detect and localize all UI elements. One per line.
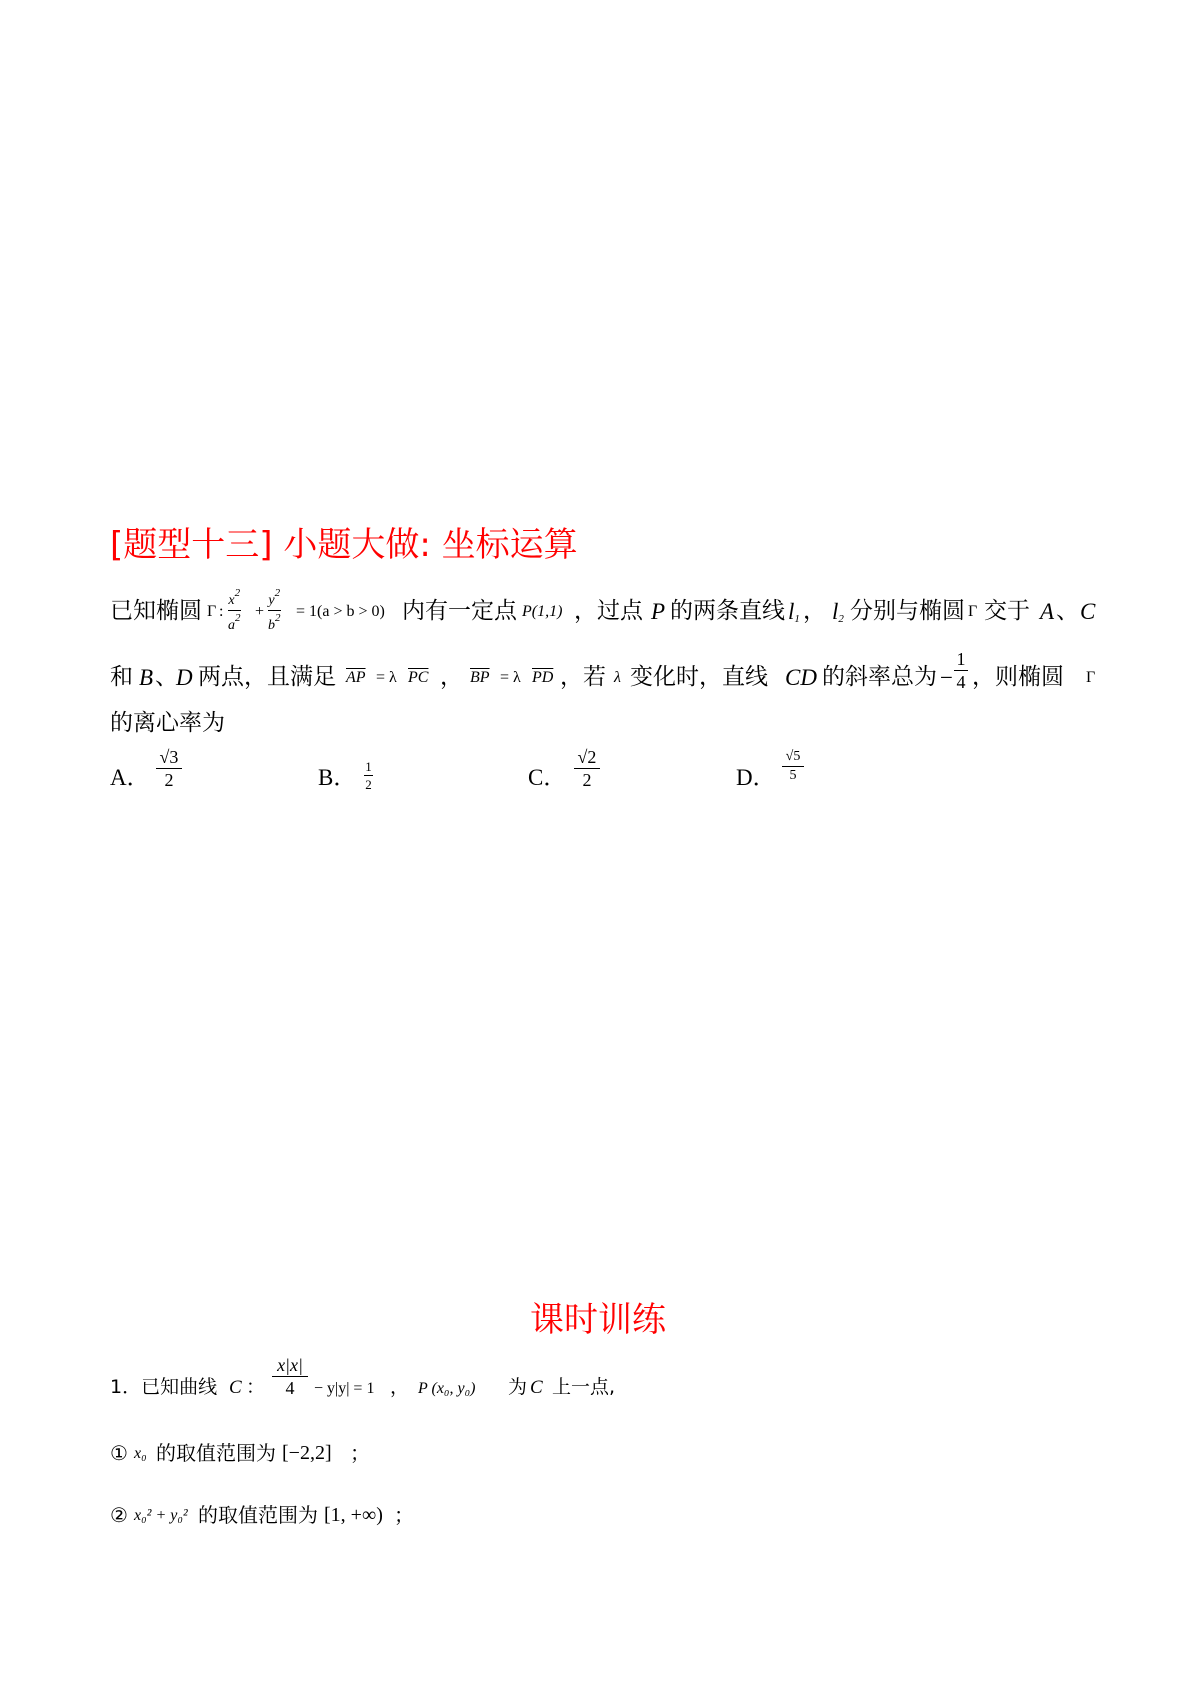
minus-sign: − <box>940 665 953 690</box>
colon: : <box>219 603 224 620</box>
vector-AP: $\overline{AP}$ <box>346 669 366 686</box>
problem-text: 内有一定点 <box>402 598 517 624</box>
problem-text: 已知椭圆 <box>110 598 202 624</box>
var-C: C <box>1080 599 1096 624</box>
statement-text: 的取值范围为 <box>156 1441 276 1465</box>
colon: ： <box>246 1376 266 1398</box>
problem-text: 的斜率总为 <box>822 664 937 690</box>
option-value: 1 2 <box>365 759 372 792</box>
vector-BP: $\overline{BP}$ <box>470 669 490 686</box>
option-value: √5 5 <box>782 750 804 783</box>
range-value: [−2,2] <box>282 1442 332 1464</box>
vector-PC: $\overline{PC}$ <box>408 669 429 686</box>
point-p-coords: P (x₀, y₀) <box>418 1380 476 1397</box>
option-label: A． <box>110 765 150 790</box>
problem-text: ，则椭圆 <box>972 664 1064 690</box>
gamma-symbol: Γ <box>968 603 978 620</box>
fraction-y2-b2: $y^2$ $b^2$ <box>268 587 281 633</box>
problem-text: 变化时，直线 <box>630 664 768 690</box>
circled-number: ② <box>110 1503 128 1527</box>
fraction-x2-a2: $x^2$ $a^2$ <box>228 587 241 633</box>
vector-PD: $\overline{PD}$ <box>532 669 554 686</box>
equals-lambda: = λ <box>500 669 521 686</box>
statement-text: 的取值范围为 <box>198 1503 318 1527</box>
option-label: B． <box>318 765 357 790</box>
range-value: [1, +∞) <box>324 1504 383 1526</box>
option-value: √2 2 <box>574 748 600 789</box>
ellipse-condition: = 1(a > b > 0) <box>296 603 385 620</box>
comma: ， <box>803 598 826 624</box>
problem-text: 交于 <box>984 598 1030 624</box>
gamma-symbol: Γ <box>207 603 217 620</box>
var-CD: CD <box>785 665 817 690</box>
var-l2: $l_2$ <box>832 599 844 625</box>
fraction-x-abs-x: x|x| 4 <box>272 1356 308 1397</box>
question-text: 上一点, <box>552 1376 616 1398</box>
option-value: √3 2 <box>156 748 182 789</box>
var-C: C <box>229 1377 242 1398</box>
problem-text: 的两条直线 <box>670 598 785 624</box>
problem-text: 分别与椭圆 <box>850 598 965 624</box>
problem-text: 和 <box>110 664 133 690</box>
problem-text: ，过点 <box>574 598 643 624</box>
plus-sign: + <box>255 603 265 620</box>
var-B: B <box>139 665 154 690</box>
comma: ， <box>390 1376 410 1398</box>
var-x0: x₀ <box>134 1445 147 1462</box>
comma: ， <box>440 664 463 690</box>
training-title: 课时训练 <box>530 1300 666 1340</box>
option-label: C． <box>528 765 567 790</box>
var-P: P <box>651 599 666 624</box>
problem-line-3: 的离心率为 <box>110 710 225 736</box>
fraction-slope: 1 4 <box>954 650 968 691</box>
question-text: 为 <box>508 1376 528 1398</box>
equals-lambda: = λ <box>376 669 397 686</box>
var-A: A <box>1040 599 1055 624</box>
question-prefix: 1．已知曲线 <box>110 1376 218 1398</box>
dun-mark: 、 <box>155 664 178 690</box>
option-label: D． <box>736 765 776 790</box>
point-p: P(1,1) <box>522 603 563 620</box>
curve-equation: − y|y| = 1 <box>314 1380 375 1397</box>
var-sum-squares: x₀² + y₀² <box>134 1507 188 1524</box>
section-title: [题型十三] 小题大做: 坐标运算 <box>110 525 578 565</box>
dun-mark: 、 <box>1056 598 1079 624</box>
semicolon: ； <box>394 1503 414 1527</box>
circled-number: ① <box>110 1441 128 1465</box>
problem-text: ，若 <box>560 664 606 690</box>
gamma-symbol: Γ <box>1086 669 1096 686</box>
var-C: C <box>530 1377 543 1398</box>
var-D: D <box>176 665 193 690</box>
var-lambda: λ <box>614 669 621 686</box>
problem-text: 两点，且满足 <box>198 664 336 690</box>
semicolon: ； <box>350 1441 370 1465</box>
var-l1: $l_1$ <box>788 599 800 625</box>
